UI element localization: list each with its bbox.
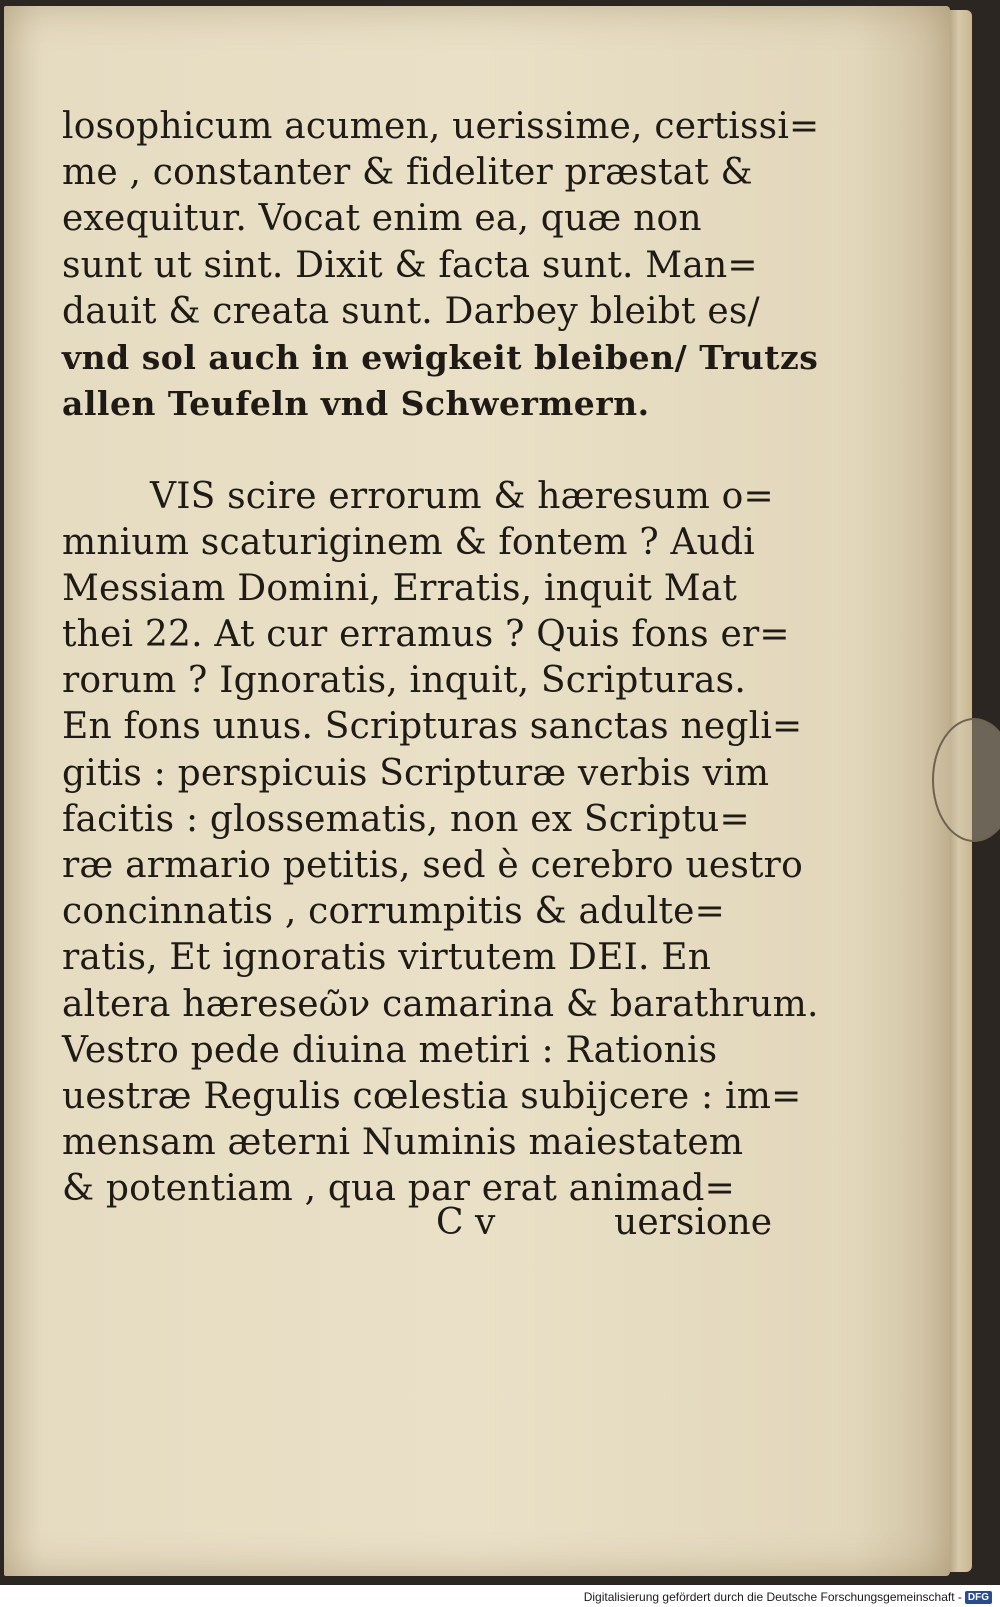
text-line: VIS scire errorum & hæresum o= [150, 475, 774, 517]
text-line: dauit & creata sunt. Darbey bleibt es/ [62, 290, 760, 332]
text-line: vnd sol auch in ewigkeit bleiben/ Trutzs [62, 337, 819, 377]
text-line: En fons unus. Scripturas sanctas negli= [62, 706, 803, 748]
text-line: Vestro pede diuina metiri : Rationis [62, 1029, 718, 1071]
dfg-logo: DFG [965, 1591, 992, 1604]
text-line: exequitur. Vocat enim ea, quæ non [62, 198, 702, 240]
signature-mark: C v [436, 1202, 496, 1243]
text-line: rorum ? Ignoratis, inquit, Scripturas. [62, 660, 746, 702]
text-line: mensam æterni Numinis maiestatem [62, 1122, 744, 1164]
text-line: & potentiam , qua par erat animad= [62, 1168, 736, 1210]
page-text [62, 104, 820, 1213]
text-line: Messiam Domini, Erratis, inquit Mat [62, 567, 738, 609]
text-line: ræ armario petitis, sed è cerebro uestro [62, 845, 803, 886]
text-line: losophicum acumen, uerissime, certissi= [62, 106, 820, 147]
text-line: concinnatis , corrumpitis & adulte= [62, 891, 725, 933]
text-line: facitis : glossematis, non ex Scriptu= [62, 798, 750, 840]
text-line: thei 22. At cur erramus ? Quis fons er= [62, 614, 790, 656]
catchword: uersione [614, 1202, 772, 1243]
text-line: gitis : perspicuis Scripturæ verbis vim [62, 752, 770, 794]
text-line: me , constanter & fideliter præstat & [62, 152, 753, 194]
credit-text: Digitalisierung gefördert durch die Deutsche Forschungsgemeinschaft - [583, 1590, 962, 1604]
digitization-credit [584, 1587, 992, 1607]
text-line: ratis, Et ignoratis virtutem DEI. En [62, 937, 712, 979]
text-line: altera hæreseῶν camarina & barathrum. [62, 983, 819, 1025]
text-line: mnium scaturiginem & fontem ? Audi [62, 521, 756, 563]
text-line: sunt ut sint. Dixit & facta sunt. Man= [62, 244, 758, 286]
text-line: allen Teufeln vnd Schwermern. [62, 384, 650, 424]
text-line: uestræ Regulis cœlestia subijcere : im= [62, 1075, 802, 1117]
page-foot-line [62, 1202, 772, 1250]
blank-line [62, 427, 772, 473]
